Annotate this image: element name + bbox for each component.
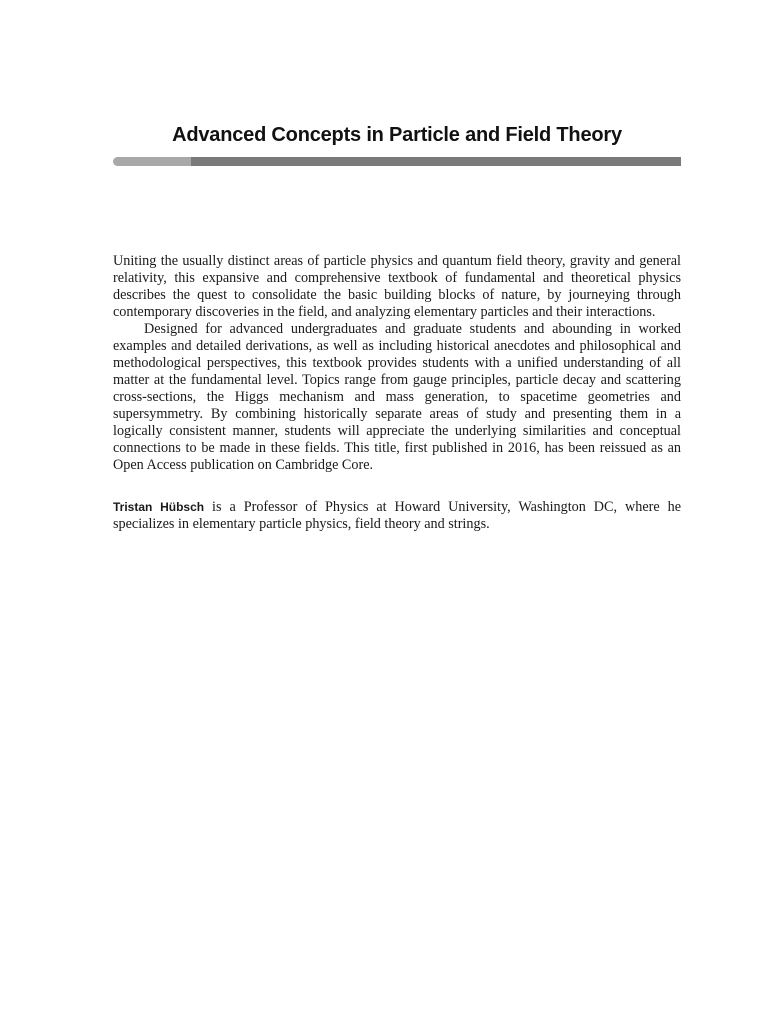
title-rule-light-segment [113,157,191,166]
page-title: Advanced Concepts in Particle and Field Theory [172,124,622,146]
author-bio-text: is a Professor of Physics at Howard University, Washington DC, where he specializes in elementary particle physics, field theory and strings. [113,499,681,532]
author-name: Tristan Hübsch [113,500,205,514]
title-rule-dark-segment [191,157,681,166]
description-paragraph: Uniting the usually distinct areas of particle physics and quantum field theory, gravity and general relativity, this expansive and comprehensive textbook of fundamental and theoretical physics describes the quest to consolidate the basic building blocks of nature, by journeying through contemporary discoveries in the field, and analyzing elementary particles and their interactions. [113,253,681,320]
title-rule [113,157,681,166]
book-description [113,253,681,474]
author-bio [113,499,681,533]
description-paragraph: Designed for advanced undergraduates and graduate students and abounding in worked examples and detailed derivations, as well as including historical anecdotes and philosophical and methodological perspectives, this textbook provides students with a unified understanding of all matter at the fundamental level. Topics range from gauge principles, particle decay and scattering cross-sections, the Higgs mechanism and mass generation, to spacetime geometries and supersymmetry. By combining historically separate areas of study and presenting them in a logically consistent manner, students will appreciate the underlying similarities and conceptual connections to be made in these fields. This title, first published in 2016, has been reissued as an Open Access publication on Cambridge Core. [113,321,681,473]
